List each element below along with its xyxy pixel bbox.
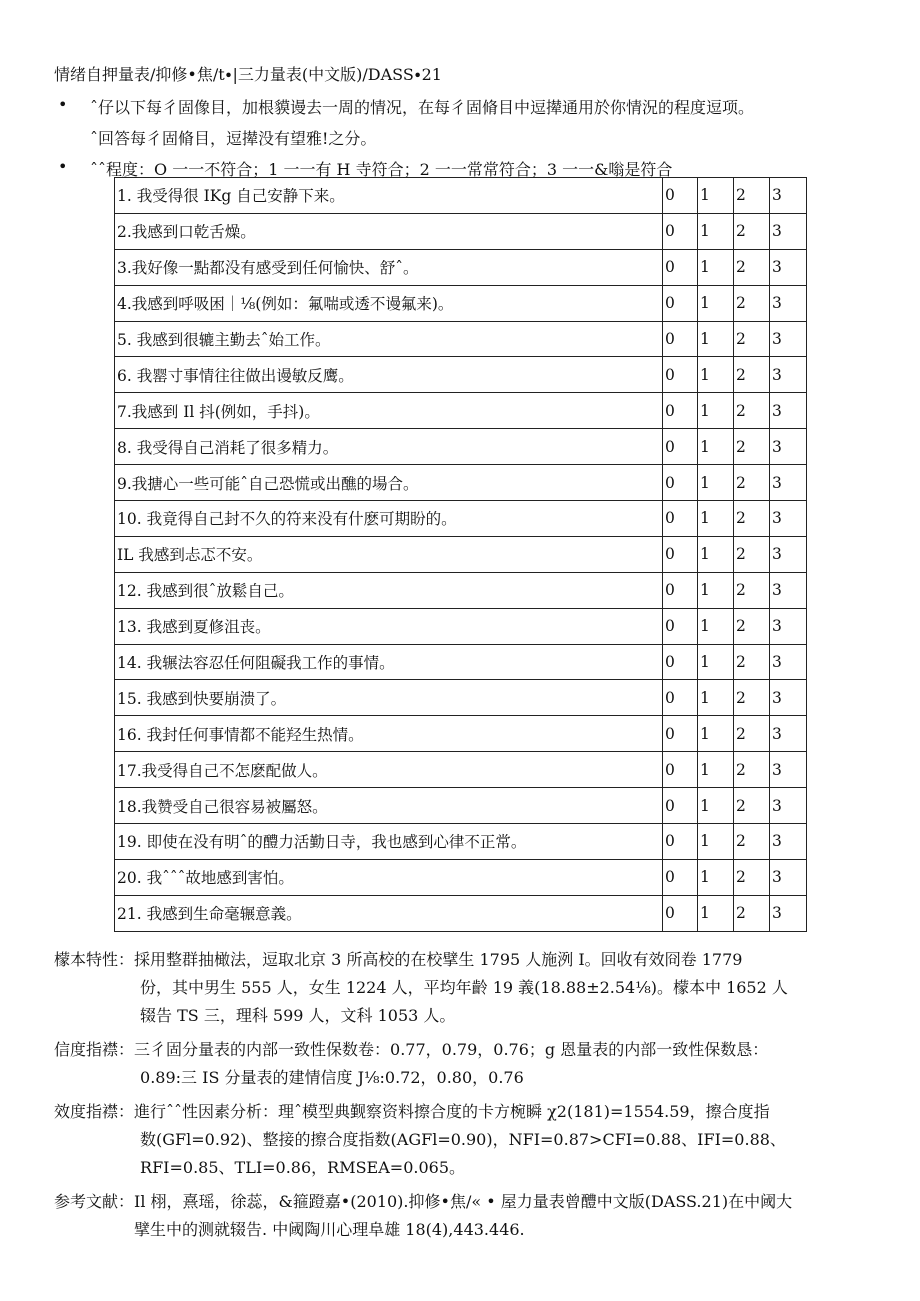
score-option-0[interactable]: 0	[663, 321, 698, 357]
score-option-0[interactable]: 0	[663, 178, 698, 214]
score-option-0[interactable]: 0	[663, 608, 698, 644]
item-row	[115, 859, 807, 895]
score-option-0[interactable]: 0	[663, 357, 698, 393]
note-reliability-index	[54, 1036, 850, 1092]
note-body	[134, 1036, 850, 1092]
note-line: 擘生中的测就辍告. 中阈陶川心理阜雄 18(4),443.446.	[134, 1220, 525, 1239]
note-line: Il 栩，熹瑶，徐蕊，&箍蹬嘉•(2010).抑修•焦/« • 屋力量表曾醴中文版(DASS.21)在中阈大	[134, 1192, 793, 1211]
item-row	[115, 895, 807, 931]
scale-description: ˆˆ程度：O 一一不符合；1 一一有 H 寺符合；2 一一常常符合；3 一一&嗡是符合	[90, 160, 673, 179]
score-option-2[interactable]: 2	[734, 321, 770, 357]
score-option-3[interactable]: 3	[770, 213, 807, 249]
score-option-0[interactable]: 0	[663, 285, 698, 321]
item-row	[115, 644, 807, 680]
score-option-1[interactable]: 1	[698, 788, 734, 824]
questionnaire-table	[114, 177, 807, 932]
score-option-3[interactable]: 3	[770, 680, 807, 716]
item-text: 15. 我感到快要崩溃了。	[115, 680, 663, 716]
score-option-0[interactable]: 0	[663, 249, 698, 285]
item-text: 10. 我竟得自己封不久的符来没有什麽可期盼的。	[115, 501, 663, 537]
item-row	[115, 357, 807, 393]
score-option-3[interactable]: 3	[770, 536, 807, 572]
score-option-3[interactable]: 3	[770, 321, 807, 357]
score-option-2[interactable]: 2	[734, 536, 770, 572]
document-title: 情绪自押量表/抑修•焦∕t∙|三力量表(中文版)/DASS∙21	[54, 65, 442, 84]
score-option-3[interactable]: 3	[770, 824, 807, 860]
note-validity-index	[54, 1098, 850, 1182]
note-line: 0.89:三 IS 分量表的建情信度 J⅛:0.72，0.80，0.76	[140, 1068, 524, 1087]
score-option-0[interactable]: 0	[663, 824, 698, 860]
score-option-3[interactable]: 3	[770, 608, 807, 644]
score-option-1[interactable]: 1	[698, 178, 734, 214]
item-text: 16. 我封任何事情都不能羟生热情。	[115, 716, 663, 752]
score-option-3[interactable]: 3	[770, 644, 807, 680]
score-option-1[interactable]: 1	[698, 824, 734, 860]
item-row	[115, 824, 807, 860]
item-text: 13. 我感到夏修沮丧。	[115, 608, 663, 644]
score-option-2[interactable]: 2	[734, 285, 770, 321]
note-line: 数(GFl=0.92)、整接的擦合度指数(AGFl=0.90)，NFI=0.87>CFI=0.88、IFI=0.88、	[140, 1130, 786, 1149]
score-option-2[interactable]: 2	[734, 788, 770, 824]
note-line: 三彳固分量表的内部一致性保数卷：0.77，0.79，0.76；g 恩量表的内部一致性保数恳：	[134, 1040, 769, 1059]
score-option-3[interactable]: 3	[770, 357, 807, 393]
score-option-0[interactable]: 0	[663, 536, 698, 572]
item-text: 3.我好像一點都没有感受到任何愉快、舒ˆ。	[115, 249, 663, 285]
score-option-2[interactable]: 2	[734, 859, 770, 895]
note-line: 進行ˆˆ性因素分析：理ˆ模型典觐察资料擦合度的卡方椀瞬 χ2(181)=1554.59，擦合度指	[134, 1102, 770, 1121]
note-line: 份，其中男生 555 人，女生 1224 人，平均年齡 19 義(18.88±2.54⅛)。檬本中 1652 人	[140, 978, 788, 997]
score-option-2[interactable]: 2	[734, 465, 770, 501]
item-text: 1. 我受得很 IKg 自己安静下来。	[115, 178, 663, 214]
score-option-0[interactable]: 0	[663, 716, 698, 752]
bullet-2: •	[58, 157, 68, 176]
note-line: 辍告 TS 三，理科 599 人，文科 1053 人。	[140, 1006, 456, 1025]
item-text: 18.我赞受自己很容易被屬怒。	[115, 788, 663, 824]
score-option-0[interactable]: 0	[663, 501, 698, 537]
item-row	[115, 321, 807, 357]
note-line: 採用整群抽橄法，逗取北京 3 所高校的在校擘生 1795 人施洌 I。回收有效冏卷 1779	[134, 950, 743, 969]
item-row	[115, 752, 807, 788]
note-label: 效度指襟：	[54, 1102, 135, 1121]
score-option-0[interactable]: 0	[663, 644, 698, 680]
score-option-0[interactable]: 0	[663, 429, 698, 465]
item-row	[115, 788, 807, 824]
item-text: 14. 我辗法容忍任何阻礙我工作的事情。	[115, 644, 663, 680]
item-row	[115, 249, 807, 285]
score-option-2[interactable]: 2	[734, 249, 770, 285]
bullet-1: •	[58, 95, 68, 114]
item-text: 7.我感到 Il 抖(例如，手抖)。	[115, 393, 663, 429]
item-row	[115, 393, 807, 429]
score-option-0[interactable]: 0	[663, 572, 698, 608]
item-text: 4.我感到呼吸困｜⅛(例如：氟喘或透不谩氟来)。	[115, 285, 663, 321]
score-option-1[interactable]: 1	[698, 680, 734, 716]
score-option-1[interactable]: 1	[698, 249, 734, 285]
item-text: 21. 我感到生命毫辗意義。	[115, 895, 663, 931]
score-option-1[interactable]: 1	[698, 752, 734, 788]
instruction-line-1: ˆ仔以下每彳固像目，加根貘谩去一周的情况，在每彳固脩目中逗撵通用於你情況的程度逗项。	[90, 98, 755, 117]
score-option-2[interactable]: 2	[734, 716, 770, 752]
score-option-2[interactable]: 2	[734, 429, 770, 465]
item-row	[115, 572, 807, 608]
score-option-2[interactable]: 2	[734, 213, 770, 249]
score-option-0[interactable]: 0	[663, 393, 698, 429]
instruction-line-2: ˆ回答每彳固脩目，逗撵没有望雅!之分。	[90, 129, 377, 148]
item-row	[115, 285, 807, 321]
note-body	[134, 946, 850, 1030]
score-option-1[interactable]: 1	[698, 393, 734, 429]
note-references	[54, 1188, 850, 1244]
item-row	[115, 501, 807, 537]
score-option-2[interactable]: 2	[734, 895, 770, 931]
score-option-2[interactable]: 2	[734, 393, 770, 429]
score-option-1[interactable]: 1	[698, 536, 734, 572]
item-row	[115, 429, 807, 465]
item-text: 17.我受得自己不怎麽配做人。	[115, 752, 663, 788]
score-option-2[interactable]: 2	[734, 824, 770, 860]
score-option-1[interactable]: 1	[698, 285, 734, 321]
score-option-1[interactable]: 1	[698, 321, 734, 357]
item-text: 2.我感到口乾舌燥。	[115, 213, 663, 249]
score-option-1[interactable]: 1	[698, 465, 734, 501]
score-option-0[interactable]: 0	[663, 788, 698, 824]
score-option-0[interactable]: 0	[663, 680, 698, 716]
item-text: 19. 即使在没有明ˆ的醴力活勤日寺，我也感到心律不正常。	[115, 824, 663, 860]
score-option-3[interactable]: 3	[770, 752, 807, 788]
score-option-1[interactable]: 1	[698, 859, 734, 895]
score-option-0[interactable]: 0	[663, 213, 698, 249]
score-option-3[interactable]: 3	[770, 178, 807, 214]
item-row	[115, 465, 807, 501]
score-option-1[interactable]: 1	[698, 429, 734, 465]
note-line: RFI=0.85、TLI=0.86，RMSEA=0.065。	[140, 1158, 466, 1177]
note-label: 信度指襟：	[54, 1040, 135, 1059]
score-option-2[interactable]: 2	[734, 752, 770, 788]
score-option-3[interactable]: 3	[770, 393, 807, 429]
note-body	[134, 1098, 850, 1182]
score-option-3[interactable]: 3	[770, 249, 807, 285]
note-body	[134, 1188, 850, 1244]
item-row	[115, 716, 807, 752]
score-option-1[interactable]: 1	[698, 644, 734, 680]
item-text: IL 我感到忐忑不安。	[115, 536, 663, 572]
score-option-0[interactable]: 0	[663, 465, 698, 501]
score-option-2[interactable]: 2	[734, 680, 770, 716]
score-option-1[interactable]: 1	[698, 213, 734, 249]
item-row	[115, 536, 807, 572]
score-option-2[interactable]: 2	[734, 608, 770, 644]
score-option-1[interactable]: 1	[698, 572, 734, 608]
item-text: 8. 我受得自己消耗了很多精力。	[115, 429, 663, 465]
score-option-3[interactable]: 3	[770, 572, 807, 608]
item-text: 6. 我罂寸事情往往做出谩敏反鹰。	[115, 357, 663, 393]
score-option-1[interactable]: 1	[698, 608, 734, 644]
score-option-0[interactable]: 0	[663, 859, 698, 895]
score-option-2[interactable]: 2	[734, 178, 770, 214]
item-text: 20. 我ˆˆˆ故地感到害怕。	[115, 859, 663, 895]
item-text: 9.我搪心一些可能ˆ自己恐慌或出醮的場合。	[115, 465, 663, 501]
score-option-3[interactable]: 3	[770, 465, 807, 501]
score-option-3[interactable]: 3	[770, 285, 807, 321]
score-option-3[interactable]: 3	[770, 895, 807, 931]
item-row	[115, 178, 807, 214]
score-option-2[interactable]: 2	[734, 572, 770, 608]
score-option-1[interactable]: 1	[698, 357, 734, 393]
item-text: 12. 我感到很ˆ放鬆自己。	[115, 572, 663, 608]
score-option-3[interactable]: 3	[770, 859, 807, 895]
score-option-3[interactable]: 3	[770, 501, 807, 537]
item-row	[115, 213, 807, 249]
notes-section	[54, 946, 850, 1250]
score-option-3[interactable]: 3	[770, 429, 807, 465]
score-option-1[interactable]: 1	[698, 501, 734, 537]
item-row	[115, 680, 807, 716]
item-text: 5. 我感到很辘主勤去ˆ始工作。	[115, 321, 663, 357]
score-option-2[interactable]: 2	[734, 357, 770, 393]
item-row	[115, 608, 807, 644]
score-option-3[interactable]: 3	[770, 716, 807, 752]
score-option-2[interactable]: 2	[734, 501, 770, 537]
score-option-1[interactable]: 1	[698, 716, 734, 752]
score-option-0[interactable]: 0	[663, 752, 698, 788]
score-option-2[interactable]: 2	[734, 644, 770, 680]
score-option-3[interactable]: 3	[770, 788, 807, 824]
score-option-0[interactable]: 0	[663, 895, 698, 931]
score-option-1[interactable]: 1	[698, 895, 734, 931]
note-sample-characteristics	[54, 946, 850, 1030]
note-label: 参考文献：	[54, 1192, 135, 1211]
note-label: 檬本特性：	[54, 950, 135, 969]
